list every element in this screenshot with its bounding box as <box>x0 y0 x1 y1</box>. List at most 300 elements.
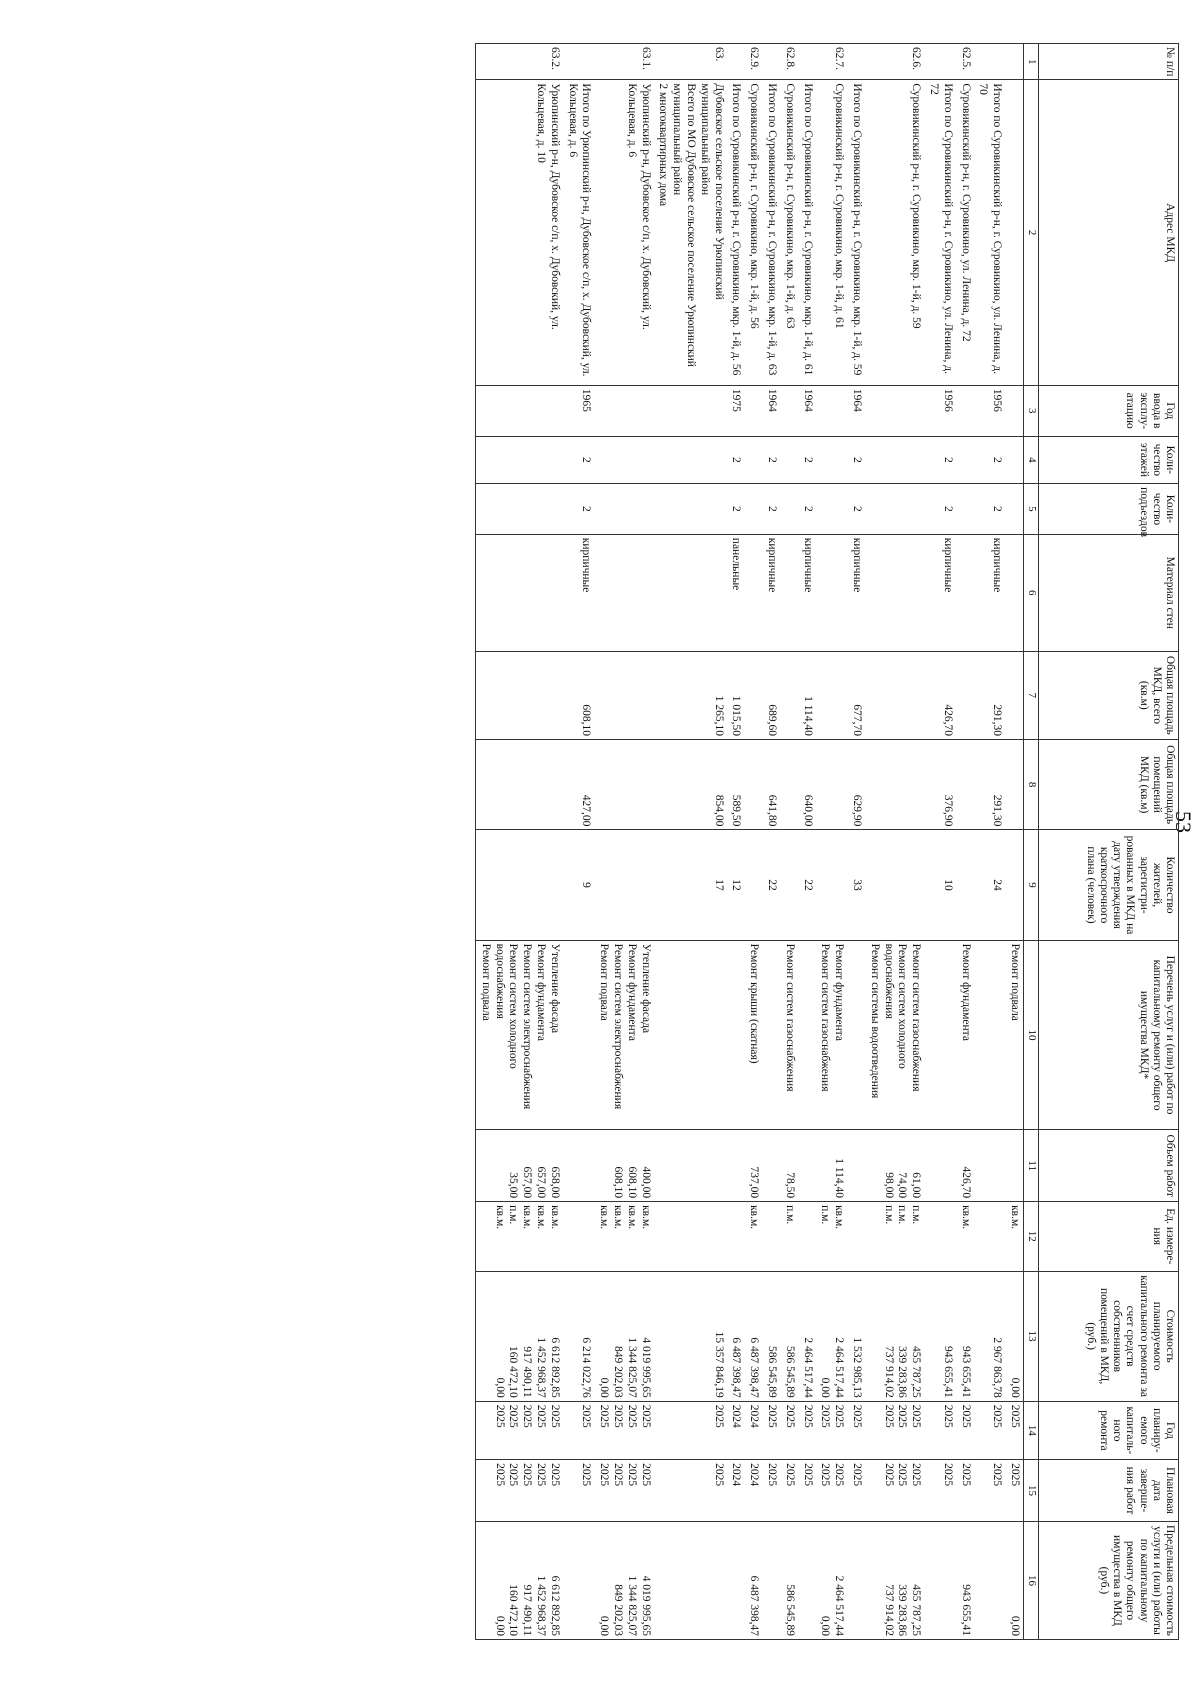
cell-col-unit <box>798 1202 816 1271</box>
cell-col-total-area: 677,70 <box>847 651 865 739</box>
cell-line: 35,00 <box>507 1172 520 1199</box>
column-number: 14 <box>1024 1401 1039 1459</box>
cell-col-unit: кв.м. <box>1005 1202 1023 1271</box>
cell-col-total-area <box>865 651 924 739</box>
cell-col-unit <box>974 1202 1006 1271</box>
cell-col-end-date: 2024 <box>727 1460 745 1522</box>
cell-col-plan-year: 2024 <box>727 1401 745 1459</box>
cell-col-volume <box>476 1130 563 1202</box>
cell-col-year: 1965 <box>563 385 595 436</box>
cell-col-address: Суровикинский р-н, г. Суровикино, ул. Ленина, д. 72 <box>956 80 974 386</box>
header-col-total-area: Общая площадь МКД, всего (кв.м) <box>1039 651 1179 739</box>
cell-col-entrances <box>956 484 974 535</box>
cell-col-volume <box>798 1130 816 1202</box>
cell-line: Ремонт системы водоотведения <box>868 943 881 1099</box>
cell-col-unit <box>727 1202 745 1271</box>
header-col-number: № п/п <box>1039 44 1179 80</box>
cell-line: Ремонт фундамента <box>535 943 548 1041</box>
cell-col-number: 62.6. <box>865 44 924 80</box>
cell-line: 2025 <box>639 1463 652 1487</box>
cell-col-volume <box>1005 1130 1023 1202</box>
cell-line: 1 344 825,07 <box>625 1575 638 1636</box>
cell-col-total-area: 1 015,50 <box>727 651 745 739</box>
capital-repair-table <box>475 43 1179 1640</box>
cell-col-cost: 586 545,89 <box>762 1271 780 1401</box>
cell-col-works <box>974 940 1006 1130</box>
cell-line: 2 464 517,44 <box>833 1575 846 1636</box>
cell-col-works <box>563 940 595 1130</box>
cell-col-residents <box>476 830 563 940</box>
cell-col-floors <box>654 436 727 483</box>
cell-col-total-area <box>594 651 653 739</box>
header-col-plan-year: Год планиру-емого капиталь-ного ремонта <box>1039 1401 1179 1459</box>
cell-col-floors: 2 <box>563 436 595 483</box>
cell-col-entrances <box>476 484 563 535</box>
cell-col-residents: 17 <box>654 830 727 940</box>
cell-col-floors <box>816 436 848 483</box>
cell-col-total-area: 608,10 <box>563 651 595 739</box>
cell-line: 2025 <box>882 1404 895 1428</box>
cell-col-end-date: 2025 <box>924 1460 956 1522</box>
cell-col-limit-cost <box>594 1521 653 1639</box>
cell-col-works: Ремонт фундамента <box>956 940 974 1130</box>
cell-col-premises-area <box>780 739 798 829</box>
cell-col-wall-material: кирпичные <box>974 534 1006 651</box>
column-number: 16 <box>1024 1521 1039 1639</box>
cell-col-year <box>956 385 974 436</box>
table-row <box>924 44 956 1640</box>
cell-col-plan-year: 2025 <box>762 1401 780 1459</box>
cell-col-cost: 0,00 <box>1005 1271 1023 1401</box>
cell-line: Ремонт подвала <box>479 943 492 1021</box>
cell-col-works <box>654 940 727 1130</box>
cell-col-number: 62.8. <box>780 44 798 80</box>
cell-col-premises-area: 641,80 <box>762 739 780 829</box>
cell-col-premises-area: 629,90 <box>847 739 865 829</box>
cell-col-premises-area: 589,50 <box>727 739 745 829</box>
cell-col-residents <box>865 830 924 940</box>
cell-col-volume <box>924 1130 956 1202</box>
cell-line: 4 019 995,65 <box>639 1337 652 1398</box>
cell-line: 455 787,25 <box>910 1345 923 1398</box>
cell-col-cost: 6 487 398,47 <box>727 1271 745 1401</box>
column-number: 1 <box>1024 44 1039 80</box>
cell-col-number <box>563 44 595 80</box>
cell-col-number <box>974 44 1006 80</box>
cell-col-end-date <box>865 1460 924 1522</box>
cell-col-cost <box>476 1271 563 1401</box>
cell-line: кв.м. <box>833 1205 846 1230</box>
cell-col-end-date: 2025 <box>1005 1460 1023 1522</box>
cell-col-cost: 1 532 985,13 <box>847 1271 865 1401</box>
cell-col-number <box>847 44 865 80</box>
cell-col-cost <box>865 1271 924 1401</box>
cell-col-cost <box>816 1271 848 1401</box>
cell-col-limit-cost: 6 487 398,47 <box>744 1521 762 1639</box>
cell-col-number <box>1005 44 1023 80</box>
cell-col-floors <box>594 436 653 483</box>
cell-col-total-area: 426,70 <box>924 651 956 739</box>
cell-line: 0,00 <box>493 1377 506 1398</box>
cell-col-plan-year: 2025 <box>563 1401 595 1459</box>
cell-col-wall-material <box>594 534 653 651</box>
cell-line: Ремонт систем газоснабжения <box>819 943 832 1092</box>
cell-col-residents: 10 <box>924 830 956 940</box>
cell-col-address: Суровикинский р-н, г. Суровикино, мкр. 1-й, д. 63 <box>780 80 798 386</box>
cell-col-residents: 9 <box>563 830 595 940</box>
cell-col-cost: 6 487 398,47 <box>744 1271 762 1401</box>
cell-col-entrances <box>1005 484 1023 535</box>
header-col-year: Год ввода в эксплу-атацию <box>1039 385 1179 436</box>
table-row <box>780 44 798 1640</box>
cell-col-year <box>1005 385 1023 436</box>
cell-col-volume <box>974 1130 1006 1202</box>
cell-col-wall-material: кирпичные <box>762 534 780 651</box>
table-row <box>974 44 1006 1640</box>
cell-line: 2 464 517,44 <box>833 1337 846 1398</box>
cell-col-limit-cost <box>727 1521 745 1639</box>
cell-line: 2025 <box>625 1463 638 1487</box>
table-row <box>594 44 653 1640</box>
cell-col-limit-cost <box>847 1521 865 1639</box>
cell-line: 6 612 892,85 <box>548 1575 561 1636</box>
cell-col-total-area: 689,60 <box>762 651 780 739</box>
cell-col-end-date <box>816 1460 848 1522</box>
cell-col-wall-material <box>865 534 924 651</box>
table-row <box>847 44 865 1640</box>
cell-col-year <box>865 385 924 436</box>
cell-line: Ремонт систем электроснабжения <box>521 943 534 1110</box>
cell-col-premises-area <box>594 739 653 829</box>
cell-col-address: Итого по Суровикинский р-н, г. Суровикино, мкр. 1-й, д. 61 <box>798 80 816 386</box>
cell-col-plan-year: 2025 <box>956 1401 974 1459</box>
table-row <box>816 44 848 1640</box>
cell-col-total-area: 1 114,40 <box>798 651 816 739</box>
cell-col-end-date: 2025 <box>563 1460 595 1522</box>
cell-col-premises-area <box>1005 739 1023 829</box>
cell-col-works <box>816 940 848 1130</box>
cell-col-year: 1964 <box>847 385 865 436</box>
cell-col-floors <box>865 436 924 483</box>
cell-col-limit-cost <box>798 1521 816 1639</box>
cell-col-cost: 586 545,89 <box>780 1271 798 1401</box>
cell-col-premises-area <box>956 739 974 829</box>
cell-col-limit-cost <box>563 1521 595 1639</box>
cell-line: 4 019 995,65 <box>639 1575 652 1636</box>
cell-col-unit <box>594 1202 653 1271</box>
cell-col-residents <box>780 830 798 940</box>
cell-line: кв.м. <box>598 1205 611 1230</box>
cell-col-floors: 2 <box>924 436 956 483</box>
cell-col-wall-material: кирпичные <box>563 534 595 651</box>
table-body <box>476 44 1024 1640</box>
cell-col-number: 63.2. <box>476 44 563 80</box>
cell-col-wall-material: кирпичные <box>847 534 865 651</box>
cell-col-residents <box>594 830 653 940</box>
cell-col-premises-area <box>865 739 924 829</box>
cell-line: кв.м. <box>548 1205 561 1230</box>
cell-col-volume: 737,00 <box>744 1130 762 1202</box>
cell-col-works: Ремонт систем газоснабжения <box>780 940 798 1130</box>
cell-line: кв.м. <box>521 1205 534 1230</box>
cell-col-unit: п.м. <box>780 1202 798 1271</box>
cell-col-address: Урюпинский р-н, Дубовское с/п, х. Дубовский, ул. Кольцевая, д. 6 <box>594 80 653 386</box>
cell-col-floors <box>744 436 762 483</box>
cell-col-works <box>847 940 865 1130</box>
cell-col-entrances <box>865 484 924 535</box>
cell-col-year: 1964 <box>798 385 816 436</box>
cell-col-number <box>798 44 816 80</box>
cell-col-entrances: 2 <box>727 484 745 535</box>
cell-col-unit <box>865 1202 924 1271</box>
cell-line: 2 многоквартирных дома <box>657 83 670 207</box>
cell-col-premises-area: 640,00 <box>798 739 816 829</box>
cell-col-unit <box>563 1202 595 1271</box>
table-row <box>476 44 563 1640</box>
cell-col-works <box>865 940 924 1130</box>
cell-line: 2025 <box>598 1404 611 1428</box>
cell-col-premises-area: 854,00 <box>654 739 727 829</box>
cell-line: Ремонт систем электроснабжения <box>612 943 625 1110</box>
cell-line: 400,00 <box>639 1166 652 1199</box>
table-row <box>744 44 762 1640</box>
cell-col-volume <box>654 1130 727 1202</box>
cell-line: Ремонт фундамента <box>833 943 846 1041</box>
cell-line: 2025 <box>896 1404 909 1428</box>
cell-col-residents <box>744 830 762 940</box>
cell-col-limit-cost <box>816 1521 848 1639</box>
cell-line: 737 914,02 <box>882 1345 895 1398</box>
cell-col-volume <box>865 1130 924 1202</box>
cell-line: кв.м. <box>535 1205 548 1230</box>
table-row <box>654 44 727 1640</box>
cell-col-number: 62.9. <box>744 44 762 80</box>
cell-col-wall-material <box>1005 534 1023 651</box>
cell-col-address: Суровикинский р-н, г. Суровикино, мкр. 1-й, д. 61 <box>816 80 848 386</box>
table-row <box>865 44 924 1640</box>
cell-col-address: Урюпинский р-н, Дубовское с/п, х. Дубовский, ул. Кольцевая, д. 10 <box>476 80 563 386</box>
cell-line: 2025 <box>612 1404 625 1428</box>
cell-line: 2025 <box>819 1463 832 1487</box>
cell-col-unit <box>847 1202 865 1271</box>
table-row <box>727 44 745 1640</box>
cell-col-end-date <box>594 1460 653 1522</box>
cell-line: 6 612 892,85 <box>548 1337 561 1398</box>
cell-line: 658,00 <box>548 1166 561 1199</box>
cell-line: 2025 <box>548 1463 561 1487</box>
cell-line: 608,10 <box>612 1166 625 1199</box>
cell-col-volume: 1 114,40 <box>816 1130 848 1202</box>
column-number: 15 <box>1024 1460 1039 1522</box>
cell-col-works <box>798 940 816 1130</box>
cell-col-residents <box>816 830 848 940</box>
cell-col-cost: 6 214 022,76 <box>563 1271 595 1401</box>
table-row <box>762 44 780 1640</box>
cell-col-premises-area: 291,30 <box>974 739 1006 829</box>
cell-col-entrances <box>744 484 762 535</box>
cell-col-plan-year <box>816 1401 848 1459</box>
cell-col-entrances: 2 <box>798 484 816 535</box>
cell-line: 98,00 <box>882 1172 895 1199</box>
cell-line: Дубовское сельское поселение Урюпинский муниципальный район <box>698 83 725 300</box>
cell-col-address: Итого по Суровикинский р-н, г. Суровикино, ул. Ленина, д. 72 <box>924 80 956 386</box>
cell-col-address: Итого по Суровикинский р-н, г. Суровикино, мкр. 1-й, д. 63 <box>762 80 780 386</box>
column-number: 10 <box>1024 940 1039 1130</box>
cell-col-year: 1956 <box>924 385 956 436</box>
cell-col-address: Суровикинский р-н, г. Суровикино, мкр. 1-й, д. 59 <box>865 80 924 386</box>
cell-line: Утепление фасада <box>639 943 652 1034</box>
cell-col-wall-material: панельные <box>727 534 745 651</box>
cell-col-entrances <box>654 484 727 535</box>
cell-col-plan-year: 2025 <box>974 1401 1006 1459</box>
cell-line: Утепление фасада <box>548 943 561 1034</box>
cell-col-address: Суровикинский р-н, г. Суровикино, мкр. 1-й, д. 56 <box>744 80 762 386</box>
cell-col-end-date: 2025 <box>847 1460 865 1522</box>
cell-line: п.м. <box>507 1205 520 1225</box>
cell-line: 2025 <box>882 1463 895 1487</box>
cell-line: Ремонт систем холодного водоснабжения <box>493 943 520 1069</box>
cell-col-unit <box>654 1202 727 1271</box>
cell-col-wall-material <box>780 534 798 651</box>
cell-col-cost: 2 464 517,44 <box>798 1271 816 1401</box>
cell-col-end-date: 2025 <box>974 1460 1006 1522</box>
cell-col-total-area <box>780 651 798 739</box>
cell-line: кв.м. <box>612 1205 625 1230</box>
cell-col-limit-cost <box>924 1521 956 1639</box>
cell-col-plan-year: 2025 <box>1005 1401 1023 1459</box>
cell-line: 0,00 <box>819 1615 832 1636</box>
cell-col-volume <box>594 1130 653 1202</box>
cell-col-limit-cost: 943 655,41 <box>956 1521 974 1639</box>
cell-col-year <box>744 385 762 436</box>
cell-col-total-area <box>816 651 848 739</box>
cell-line: 0,00 <box>819 1377 832 1398</box>
cell-col-number <box>727 44 745 80</box>
column-number: 6 <box>1024 534 1039 651</box>
column-number: 2 <box>1024 80 1039 386</box>
table-row <box>1005 44 1023 1640</box>
cell-col-entrances <box>780 484 798 535</box>
cell-line: 2025 <box>612 1463 625 1487</box>
cell-line: 0,00 <box>598 1377 611 1398</box>
header-col-residents: Количество жителей, зарегистри-рованных в МКД на дату утверждения краткосрочного плана (человек) <box>1039 830 1179 940</box>
cell-col-end-date: 2025 <box>780 1460 798 1522</box>
cell-col-limit-cost: 0,00 <box>1005 1521 1023 1639</box>
cell-line: п.м. <box>910 1205 923 1225</box>
cell-col-volume <box>762 1130 780 1202</box>
cell-col-wall-material <box>956 534 974 651</box>
cell-line: 2025 <box>507 1463 520 1487</box>
cell-col-plan-year: 2024 <box>744 1401 762 1459</box>
cell-line: 74,00 <box>896 1172 909 1199</box>
cell-col-wall-material: кирпичные <box>798 534 816 651</box>
cell-col-limit-cost <box>762 1521 780 1639</box>
cell-line: 1 344 825,07 <box>625 1337 638 1398</box>
column-number: 11 <box>1024 1130 1039 1202</box>
cell-col-unit <box>762 1202 780 1271</box>
cell-col-address: Итого по Суровикинский р-н, г. Суровикино, мкр. 1-й, д. 59 <box>847 80 865 386</box>
cell-col-premises-area <box>816 739 848 829</box>
cell-col-works: Ремонт крыши (скатная) <box>744 940 762 1130</box>
cell-col-wall-material <box>476 534 563 651</box>
cell-col-works <box>476 940 563 1130</box>
cell-col-address <box>1005 80 1023 386</box>
column-number: 3 <box>1024 385 1039 436</box>
cell-col-limit-cost <box>974 1521 1006 1639</box>
cell-col-floors <box>956 436 974 483</box>
cell-line: п.м. <box>819 1205 832 1225</box>
cell-col-residents <box>956 830 974 940</box>
header-col-unit: Ед. измере-ния <box>1039 1202 1179 1271</box>
cell-col-plan-year: 2025 <box>924 1401 956 1459</box>
cell-col-year <box>594 385 653 436</box>
cell-line: 2025 <box>625 1404 638 1428</box>
cell-line: 657,00 <box>521 1166 534 1199</box>
cell-line: 455 787,25 <box>910 1584 923 1636</box>
cell-line: 608,10 <box>625 1166 638 1199</box>
cell-col-entrances <box>816 484 848 535</box>
cell-line: 2025 <box>896 1463 909 1487</box>
header-col-works: Перечень услуг и (или) работ по капитальному ремонту общего имущества МКД* <box>1039 940 1179 1130</box>
cell-line: 0,00 <box>598 1615 611 1636</box>
cell-line: 849 202,03 <box>612 1584 625 1636</box>
cell-col-residents: 24 <box>974 830 1006 940</box>
cell-line: 657,00 <box>535 1166 548 1199</box>
header-col-end-date: Плановая дата заверше-ния работ <box>1039 1460 1179 1522</box>
cell-col-premises-area: 427,00 <box>563 739 595 829</box>
cell-col-number: 62.7. <box>816 44 848 80</box>
cell-col-number: 63.1. <box>594 44 653 80</box>
column-number: 5 <box>1024 484 1039 535</box>
cell-col-total-area <box>476 651 563 739</box>
header-col-floors: Коли-чество этажей <box>1039 436 1179 483</box>
cell-line: п.м. <box>882 1205 895 1225</box>
cell-line: Ремонт подвала <box>598 943 611 1021</box>
header-col-wall-material: Материал стен <box>1039 534 1179 651</box>
cell-col-volume <box>563 1130 595 1202</box>
cell-line: 737 914,02 <box>882 1584 895 1636</box>
cell-line: Ремонт фундамента <box>625 943 638 1041</box>
cell-col-address: Итого по Урюпинский р-н, Дубовское с/п, х. Дубовский, ул. Кольцевая, д. 6 <box>563 80 595 386</box>
column-number: 4 <box>1024 436 1039 483</box>
cell-line: 2025 <box>507 1404 520 1428</box>
cell-col-unit <box>816 1202 848 1271</box>
cell-col-address: Итого по Суровикинский р-н, г. Суровикино, мкр. 1-й, д. 56 <box>727 80 745 386</box>
cell-col-year: 1964 <box>762 385 780 436</box>
cell-col-entrances: 2 <box>847 484 865 535</box>
cell-line: Ремонт систем газоснабжения <box>910 943 923 1092</box>
cell-col-limit-cost <box>476 1521 563 1639</box>
cell-col-works <box>594 940 653 1130</box>
cell-col-total-area <box>1005 651 1023 739</box>
cell-line: 2025 <box>598 1463 611 1487</box>
cell-col-plan-year <box>594 1401 653 1459</box>
cell-col-address: Итого по Суровикинский р-н, г. Суровикино, ул. Ленина, д. 70 <box>974 80 1006 386</box>
cell-col-residents: 33 <box>847 830 865 940</box>
cell-col-number <box>924 44 956 80</box>
cell-line: 160 472,10 <box>507 1584 520 1636</box>
cell-line: кв.м. <box>625 1205 638 1230</box>
cell-col-plan-year: 2025 <box>847 1401 865 1459</box>
cell-col-volume <box>847 1130 865 1202</box>
cell-col-entrances: 2 <box>924 484 956 535</box>
cell-line: 849 202,03 <box>612 1345 625 1398</box>
cell-col-wall-material: кирпичные <box>924 534 956 651</box>
cell-line: Всего по МО Дубовское сельское поселение Урюпинский муниципальный район <box>671 83 698 367</box>
cell-line: 2025 <box>535 1404 548 1428</box>
cell-line: 160 472,10 <box>507 1345 520 1398</box>
header-col-limit-cost: Предельная стоимость услуги и (или) работы по капитальному ремонту общего имущества в МКД (руб.) <box>1039 1521 1179 1639</box>
